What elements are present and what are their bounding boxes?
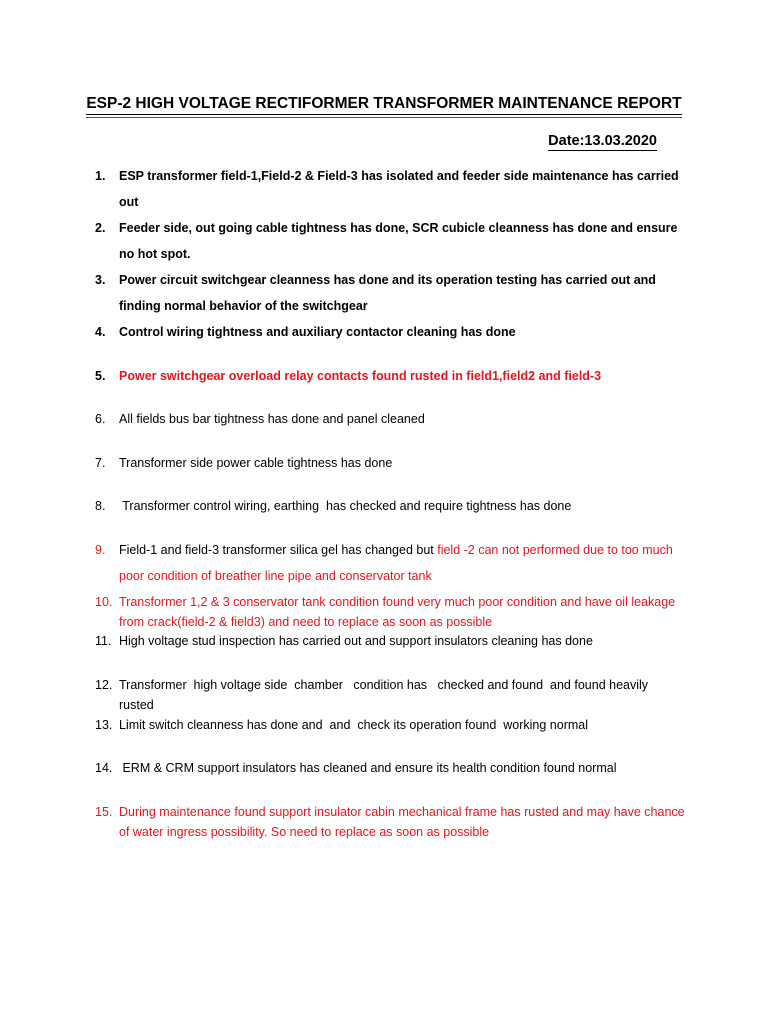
list-item-number: 6. xyxy=(95,412,106,426)
list-item-number: 1. xyxy=(95,169,106,183)
list-item-text: Feeder side, out going cable tightness has done, SCR cubicle cleanness has done and ensure no hot spot. xyxy=(119,221,678,261)
list-item-number: 7. xyxy=(95,456,106,470)
list-item-text: All fields bus bar tightness has done and panel cleaned xyxy=(119,412,425,426)
list-item-text xyxy=(119,537,685,589)
list-item-4 xyxy=(95,319,685,345)
list-item-6 xyxy=(95,406,685,432)
list-item-7 xyxy=(95,450,685,476)
list-item-number: 11. xyxy=(95,634,112,648)
list-item-number: 5. xyxy=(95,369,106,383)
list-item-8 xyxy=(95,493,685,519)
list-item-5 xyxy=(95,363,685,389)
list-item-text-normal: Field-1 and field-3 transformer silica gel has changed but xyxy=(119,543,438,557)
report-title xyxy=(0,95,768,115)
list-item-number: 15. xyxy=(95,805,113,819)
list-item-text-alert: field -2 can not performed due to too much poor condition of breather line pipe and conservator tank xyxy=(119,543,673,583)
list-item-number: 4. xyxy=(95,325,106,339)
list-item-11 xyxy=(95,631,685,651)
list-item-number: 9. xyxy=(95,543,106,557)
list-item-number: 8. xyxy=(95,499,106,513)
list-item-text: Limit switch cleanness has done and and check its operation found working normal xyxy=(119,718,589,732)
list-item-number: 2. xyxy=(95,221,106,235)
list-item-1 xyxy=(95,163,685,215)
list-item-14 xyxy=(95,758,685,778)
report-title-text: ESP-2 HIGH VOLTAGE RECTIFORMER TRANSFORMER MAINTENANCE REPORT xyxy=(86,95,681,115)
list-item-text: High voltage stud inspection has carried out and support insulators cleaning has done xyxy=(119,634,593,648)
list-item-text: ESP transformer field-1,Field-2 & Field-3 has isolated and feeder side maintenance has carried out xyxy=(119,169,679,209)
list-item-number: 3. xyxy=(95,273,106,287)
list-item-9 xyxy=(95,537,685,589)
list-item-10 xyxy=(95,592,685,632)
list-item-text: During maintenance found support insulator cabin mechanical frame has rusted and may have chance of water ingress possibility. So need to replace as soon as possible xyxy=(119,805,685,839)
list-item-text: Transformer control wiring, earthing has checked and require tightness has done xyxy=(119,499,572,513)
report-date: Date:13.03.2020 xyxy=(548,133,657,149)
list-item-text: Power circuit switchgear cleanness has done and its operation testing has carried out and finding normal behavior of the switchgear xyxy=(119,273,656,313)
list-item-2 xyxy=(95,215,685,267)
list-item-text: ERM & CRM support insulators has cleaned and ensure its health condition found normal xyxy=(119,761,617,775)
list-item-number: 12. xyxy=(95,678,113,692)
list-item-text: Transformer high voltage side chamber condition has checked and found and found heavily rusted xyxy=(119,678,652,712)
list-item-15 xyxy=(95,802,685,842)
list-item-12 xyxy=(95,675,685,715)
list-item-13 xyxy=(95,715,685,735)
list-item-number: 13. xyxy=(95,718,113,732)
list-item-3 xyxy=(95,267,685,319)
list-item-number: 14. xyxy=(95,761,113,775)
list-item-text: Transformer side power cable tightness has done xyxy=(119,456,393,470)
list-item-number: 10. xyxy=(95,595,113,609)
list-item-text: Power switchgear overload relay contacts found rusted in field1,field2 and field-3 xyxy=(119,369,602,383)
list-item-text: Transformer 1,2 & 3 conservator tank condition found very much poor condition and have oil leakage from crack(field-2 & field3) and need to replace as soon as possible xyxy=(119,595,676,629)
list-item-text: Control wiring tightness and auxiliary contactor cleaning has done xyxy=(119,325,516,339)
